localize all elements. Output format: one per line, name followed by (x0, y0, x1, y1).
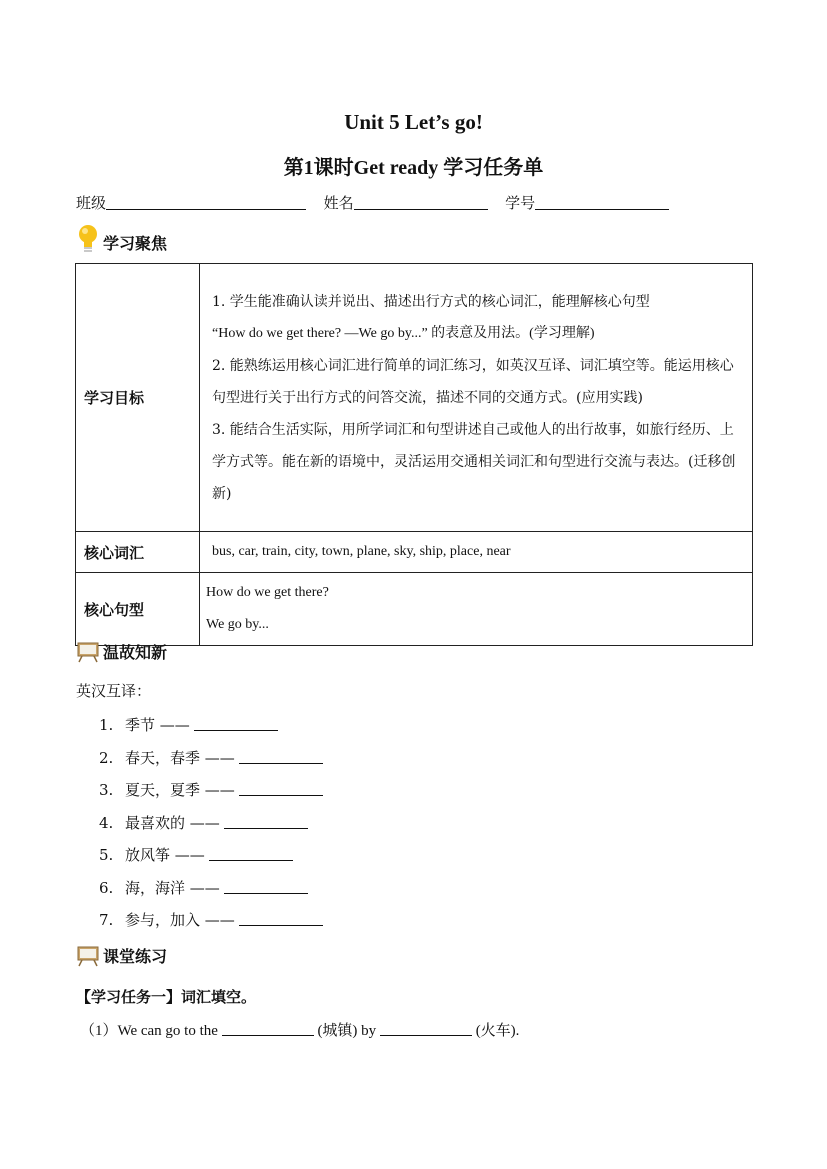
review-item-text: 最喜欢的 —— (125, 813, 220, 832)
review-item-number: 5. (99, 846, 114, 864)
review-heading (77, 640, 167, 663)
review-item-number: 7. (99, 911, 114, 929)
vocab-label: 核心词汇 (76, 532, 200, 573)
goals-row (76, 264, 753, 532)
lesson-title: 第1课时Get ready 学习任务单 (283, 157, 544, 179)
review-item-number: 1. (99, 716, 114, 734)
review-item-blank[interactable] (209, 846, 293, 861)
name-blank[interactable] (354, 193, 488, 210)
review-item (99, 844, 293, 865)
class-label: 班级 (76, 194, 107, 212)
review-item-number: 3. (99, 781, 114, 799)
vocab-value: bus, car, train, city, town, plane, sky, ship, place, near (200, 532, 753, 573)
review-item-text: 春天，春季 —— (125, 748, 235, 767)
review-item-text: 海，海洋 —— (125, 878, 220, 897)
sentence-label: 核心句型 (76, 573, 200, 646)
review-item (99, 877, 308, 898)
lightbulb-icon (77, 224, 99, 254)
focus-table (75, 263, 753, 646)
review-item-blank[interactable] (224, 879, 308, 894)
question-1-prefix: （1）We can go to the (80, 1023, 218, 1039)
review-item-number: 2. (99, 748, 114, 767)
goal-1-line-1: 1. 学生能准确认读并说出、描述出行方式的核心词汇，能理解核心句型 (212, 293, 650, 310)
review-item (99, 812, 308, 833)
review-item-text: 夏天，夏季 —— (125, 781, 235, 799)
goals-label: 学习目标 (76, 264, 200, 532)
class-blank[interactable] (106, 193, 306, 210)
review-intro: 英汉互译： (76, 682, 152, 700)
question-1-hint-1: (城镇) by (317, 1023, 377, 1039)
question-1 (80, 1019, 519, 1040)
unit-title: Unit 5 Let’s go! (344, 110, 483, 134)
review-item (99, 779, 323, 800)
number-blank[interactable] (535, 193, 669, 210)
number-label: 学号 (505, 194, 536, 212)
review-item-blank[interactable] (239, 911, 323, 926)
task-title: 【学习任务一】词汇填空。 (76, 988, 257, 1006)
blackboard-icon (77, 945, 99, 967)
goal-2: 2. 能熟练运用核心词汇进行简单的词汇练习，如英汉互译、词汇填空等。能运用核心句型进行关于出行方式的问答交流，描述不同的交通方式。(应用实践) (212, 357, 734, 406)
student-info-row (76, 192, 669, 213)
question-1-blank-1[interactable] (222, 1021, 314, 1036)
review-item-number: 6. (99, 878, 114, 897)
blackboard-icon (77, 641, 99, 663)
goal-3: 3. 能结合生活实际，用所学词汇和句型讲述自己或他人的出行故事，如旅行经历、上学方式等。能在新的语境中，灵活运用交通相关词汇和句型进行交流与表达。(迁移创新) (212, 421, 736, 502)
name-label: 姓名 (323, 194, 354, 212)
sentence-row (76, 573, 753, 646)
sentence-2: We go by... (206, 617, 269, 632)
question-1-hint-2: (火车). (475, 1023, 520, 1039)
practice-heading-text: 课堂练习 (103, 947, 168, 966)
review-item-blank[interactable] (224, 814, 308, 829)
practice-heading (77, 944, 167, 967)
focus-heading-text: 学习聚焦 (103, 233, 168, 253)
review-item-blank[interactable] (194, 716, 278, 731)
review-heading-text: 温故知新 (103, 643, 168, 662)
review-item-blank[interactable] (239, 781, 323, 796)
question-1-blank-2[interactable] (380, 1021, 472, 1036)
review-item-text: 放风筝 —— (125, 846, 205, 864)
review-item (99, 909, 323, 930)
review-item-blank[interactable] (239, 749, 323, 764)
review-item-text: 参与，加入 —— (125, 911, 235, 929)
vocab-row (76, 532, 753, 573)
review-item-text: 季节 —— (125, 716, 190, 734)
sentence-content (200, 573, 753, 646)
review-item (99, 747, 323, 768)
sentence-1: How do we get there? (206, 585, 329, 600)
review-item-number: 4. (99, 813, 114, 832)
goals-content (200, 264, 753, 532)
review-item (99, 714, 278, 735)
goal-1-line-2: “How do we get there? —We go by...” 的表意及用法。(学习理解) (212, 325, 595, 341)
focus-heading (77, 224, 167, 254)
